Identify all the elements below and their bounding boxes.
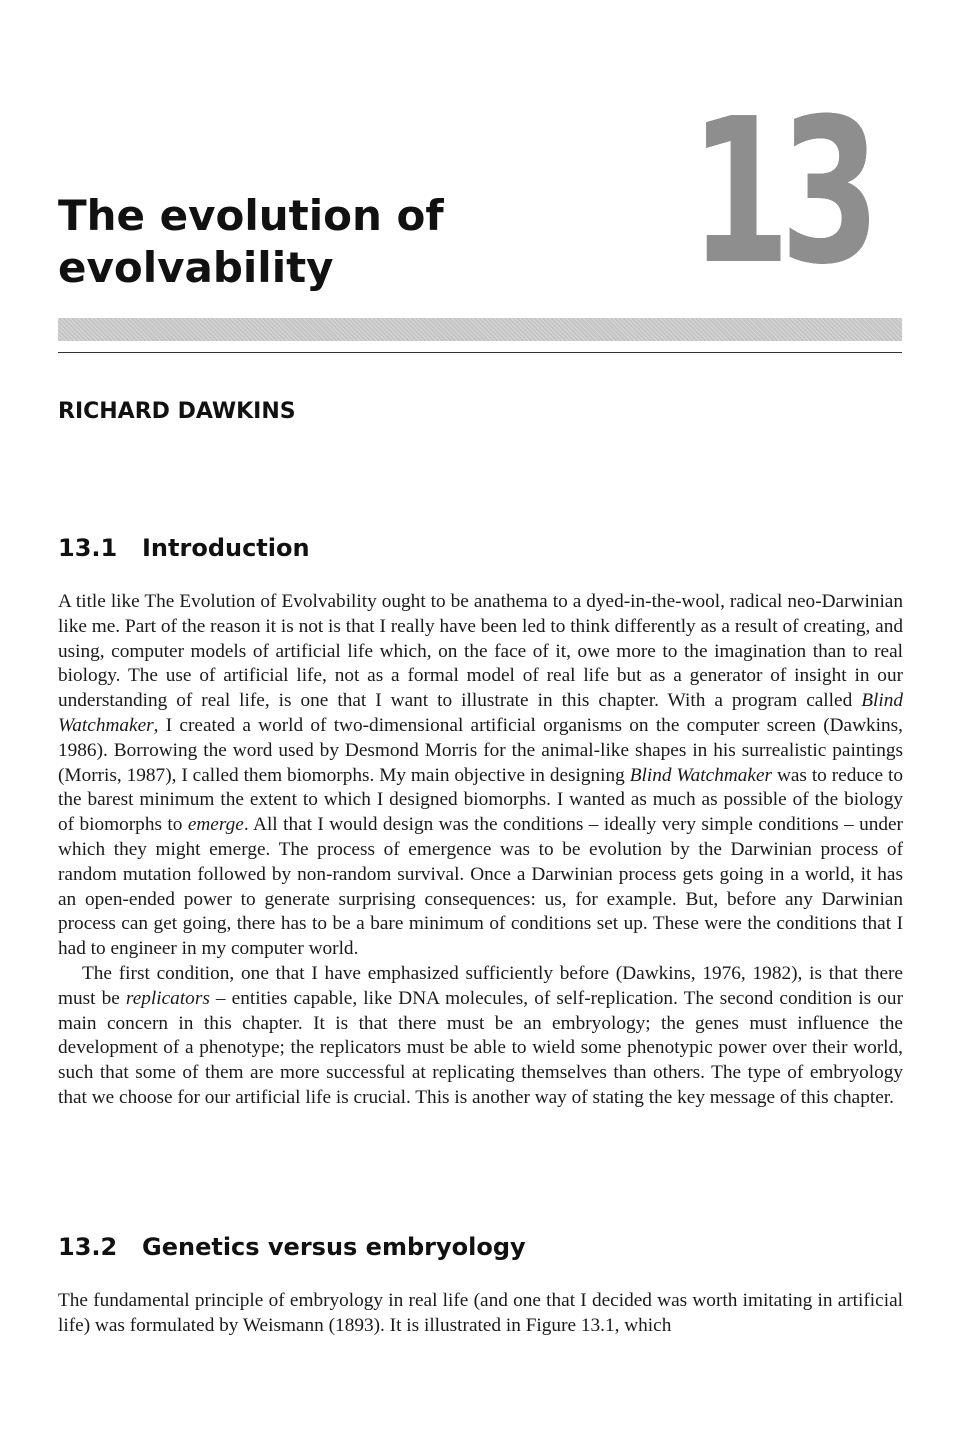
italic-text: Blind Watchmaker <box>58 690 903 736</box>
section-title: Introduction <box>142 534 310 562</box>
chapter-author: RICHARD DAWKINS <box>58 399 296 424</box>
italic-text: Blind Watchmaker <box>629 764 773 786</box>
title-rule <box>58 352 902 353</box>
text-run: The first condition, one that I have emphasized sufficiently before (Dawkins, 1976, 1982), is that there must be <box>58 962 903 1009</box>
italic-text: emerge <box>187 814 244 836</box>
chapter-title: The evolution of evolvability <box>58 191 444 292</box>
paragraph <box>58 590 903 962</box>
section-body-introduction <box>58 590 903 1111</box>
text-run: The fundamental principle of embryology in real life (and one that I decided was worth imitating in artificial life) was formulated by Weismann (1893). It is illustrated in Figure 13.1, which <box>58 1290 903 1336</box>
italic-text: replicators <box>125 987 210 1009</box>
text-run: . All that I would design was the conditions – ideally very simple conditions – under which they might emerge. The process of emergence was to be evolution by the Darwinian process of random mutation followed by non-random survival. Once a Darwinian process gets going in a world, it has an open-ended power to generate surprising consequences: us, for example. But, before any Darwinian process can get going, there has to be a bare minimum of conditions set up. These were the conditions that I had to engineer in my computer world. <box>58 814 903 960</box>
section-heading-genetics-versus-embryology <box>58 1232 526 1262</box>
paragraph <box>58 1289 903 1339</box>
chapter-number: 13 <box>690 76 871 309</box>
paragraph <box>58 962 903 1111</box>
text-run: , I created a world of two-dimensional artificial organisms on the computer screen (Dawkins, 1986). Borrowing the word used by Desmond Morris for the animal-like shapes in his surrealistic paintings (Morris, 1987), I called them biomorphs. My main objective in designing <box>58 714 903 786</box>
section-title: Genetics versus embryology <box>142 1233 526 1261</box>
text-run: A title like The Evolution of Evolvability ought to be anathema to a dyed-in-the-wool, radical neo-Darwinian like me. Part of the reason it is not is that I really have been led to think differently as a result of creating, and using, computer models of artificial life which, on the face of it, owe more to the imagination than to real biology. The use of artificial life, not as a formal model of real life but as a generator of insight in our understanding of real life, is one that I want to illustrate in this chapter. With a program called <box>58 591 903 712</box>
section-body-genetics-versus-embryology <box>58 1289 903 1339</box>
section-heading-introduction <box>58 533 310 563</box>
section-number: 13.2 <box>58 1233 118 1261</box>
text-run: was to reduce to the barest minimum the extent to which I designed biomorphs. I wanted as much as possible of the biology of biomorphs to <box>58 764 903 836</box>
decorative-shaded-band <box>58 318 902 341</box>
text-run: – entities capable, like DNA molecules, of self-replication. The second condition is our main concern in this chapter. It is that there must be an embryology; the genes must influence the development of a phenotype; the replicators must be able to wield some phenotypic power over their world, such that some of them are more successful at replicating themselves than others. The type of embryology that we choose for our artificial life is crucial. This is another way of stating the key message of this chapter. <box>58 987 903 1108</box>
section-number: 13.1 <box>58 534 118 562</box>
